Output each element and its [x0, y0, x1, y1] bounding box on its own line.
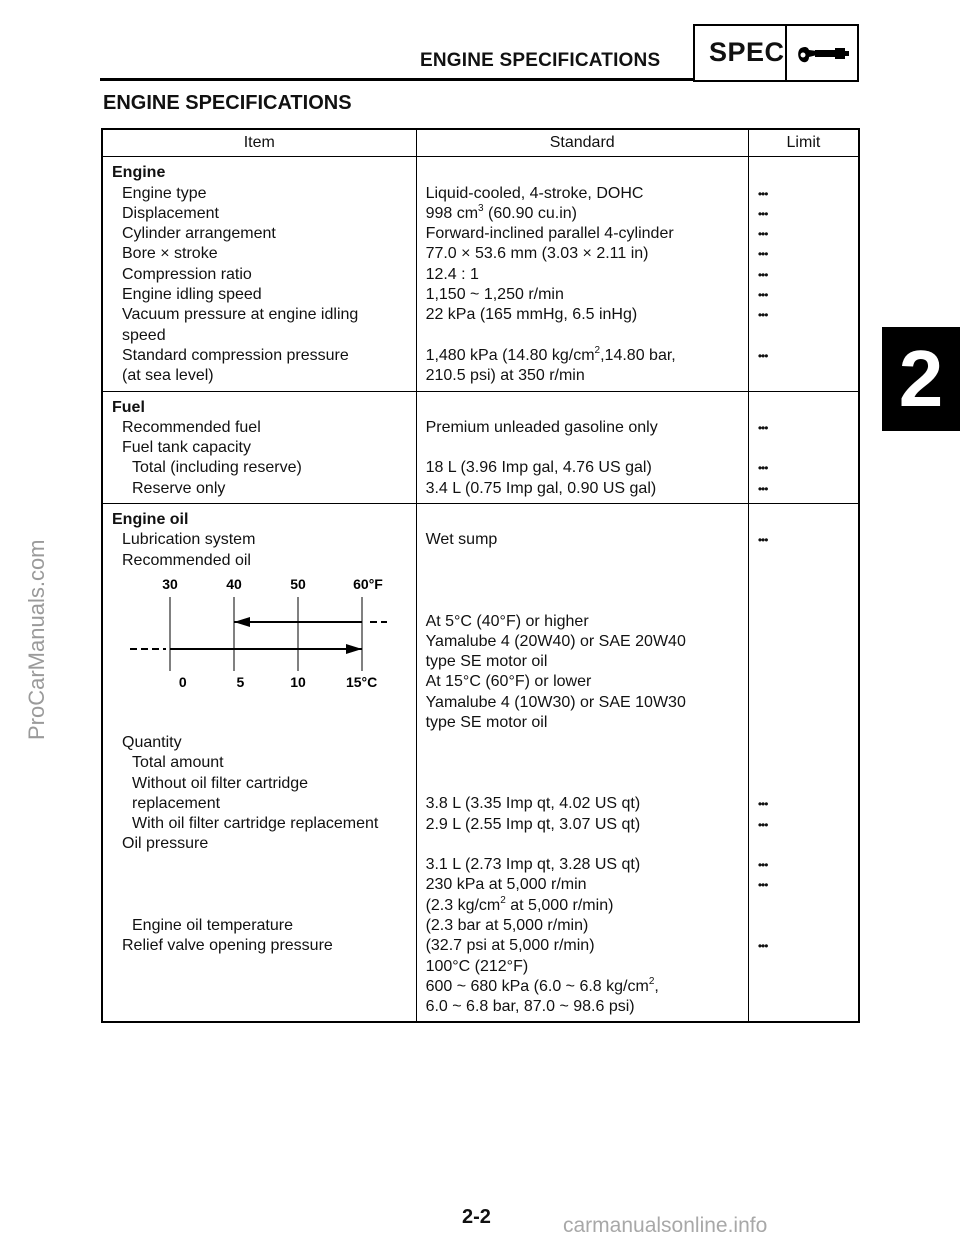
item-label: Lubrication system	[122, 531, 256, 549]
standard-value: 22 kPa (165 mmHg, 6.5 inHg)	[425, 306, 638, 324]
standard-value: Liquid-cooled, 4-stroke, DOHC	[425, 184, 644, 202]
c-tick-label: 10	[290, 673, 306, 690]
engine-spec-table	[101, 128, 860, 1023]
limit-mark: •••	[757, 858, 768, 873]
standard-value: At 15°C (60°F) or lower	[425, 673, 592, 691]
oil-section	[102, 504, 859, 1023]
item-label: Displacement	[122, 204, 219, 222]
standard-value: 210.5 psi) at 350 r/min	[425, 367, 585, 385]
section-heading: Engine	[112, 164, 166, 182]
item-label: Without oil filter cartridge	[132, 774, 309, 792]
limit-mark: •••	[757, 461, 768, 476]
c-tick-label: 0	[178, 673, 187, 690]
standard-value: 230 kPa at 5,000 r/min	[425, 876, 587, 894]
limit-mark: •••	[757, 186, 768, 201]
chapter-tab	[882, 327, 960, 431]
watermark-side: ProCarManuals.com	[24, 539, 49, 740]
limit-mark: •••	[757, 206, 768, 221]
page-title: ENGINE SPECIFICATIONS	[103, 92, 352, 114]
item-label: (at sea level)	[122, 367, 214, 385]
f-tick-label: 50	[290, 575, 306, 592]
limit-mark: •••	[757, 267, 768, 282]
f-tick-label: 30	[162, 575, 178, 592]
standard-value: 1,150 ~ 1,250 r/min	[425, 286, 564, 304]
header-rule	[100, 78, 694, 81]
standard-value: Forward-inclined parallel 4-cylinder	[425, 225, 674, 243]
limit-mark: •••	[757, 308, 768, 323]
limit-mark: •••	[757, 247, 768, 262]
item-label: Oil pressure	[122, 835, 209, 853]
section-heading: Engine oil	[112, 511, 189, 529]
standard-value: 998 $cm^3$ (60.90 cu.in)	[425, 202, 577, 222]
limit-mark: •••	[757, 797, 768, 812]
limit-mark: •••	[757, 878, 768, 893]
spec-badge	[693, 24, 859, 82]
standard-value: 3.4 L (0.75 Imp gal, 0.90 US gal)	[425, 479, 657, 497]
col-header-limit: Limit	[748, 129, 859, 157]
c-tick-label: 15°C	[345, 673, 378, 690]
item-label: speed	[122, 326, 166, 344]
item-label: Bore × stroke	[122, 245, 218, 263]
standard-value: 1,480 kPa (14.80 $kg/cm^2,14.80$ bar,	[425, 344, 676, 364]
oil-temperature-chart	[112, 571, 416, 733]
standard-value: 100°C (212°F)	[425, 957, 529, 975]
standard-value: 3.1 L (2.73 Imp qt, 3.28 US qt)	[425, 856, 641, 874]
limit-mark: •••	[757, 533, 768, 548]
item-label: Quantity	[122, 733, 182, 751]
item-label: Reserve only	[132, 479, 226, 497]
item-label: Recommended oil	[122, 551, 251, 569]
chapter-tab-number: 2	[898, 334, 944, 423]
standard-value: Yamalube 4 (20W40) or SAE 20W40	[425, 632, 686, 650]
c-tick-label: 5	[236, 673, 245, 690]
item-label: Fuel tank capacity	[122, 439, 251, 457]
range-arrow-10w30	[346, 644, 362, 654]
standard-value: 12.4 : 1	[425, 265, 479, 283]
table-header-row	[102, 129, 859, 157]
standard-value: At 5°C (40°F) or higher	[425, 612, 589, 630]
standard-value: 77.0 × 53.6 mm (3.03 × 2.11 in)	[425, 245, 649, 263]
item-label: Relief valve opening pressure	[122, 936, 333, 954]
limit-mark: •••	[757, 288, 768, 303]
standard-value: (32.7 psi at 5,000 r/min)	[425, 937, 595, 955]
item-label: Compression ratio	[122, 265, 252, 283]
item-label: Standard compression pressure	[122, 346, 349, 364]
limit-mark: •••	[757, 817, 768, 832]
standard-value: 600 ~ 680 kPa (6.0 ~ 6.8 $kg/cm^2$,	[425, 975, 659, 995]
wrench-icon	[795, 38, 851, 70]
f-tick-label: 40	[226, 575, 242, 592]
standard-value: 2.9 L (2.55 Imp qt, 3.07 US qt)	[425, 815, 641, 833]
spec-badge-divider	[785, 26, 787, 80]
page-number: 2-2	[462, 1206, 491, 1228]
standard-value: type SE motor oil	[425, 714, 548, 732]
item-label: With oil filter cartridge replacement	[132, 815, 379, 833]
standard-value: Premium unleaded gasoline only	[425, 418, 658, 436]
limit-mark: •••	[757, 420, 768, 435]
limit-mark: •••	[757, 481, 768, 496]
item-label: Engine type	[122, 184, 207, 202]
col-header-standard: Standard	[416, 129, 748, 157]
standard-value: (2.3 bar at 5,000 r/min)	[425, 916, 589, 934]
section-heading: Fuel	[112, 398, 145, 416]
watermark-bottom: carmanualsonline.info	[563, 1214, 768, 1237]
limit-mark: •••	[757, 939, 768, 954]
limit-mark: •••	[757, 227, 768, 242]
standard-value: Yamalube 4 (10W30) or SAE 10W30	[425, 693, 686, 711]
standard-value: 6.0 ~ 6.8 bar, 87.0 ~ 98.6 psi)	[425, 998, 635, 1016]
item-label: Engine idling speed	[122, 286, 262, 304]
range-arrow-20w40	[234, 617, 250, 627]
standard-value: 18 L (3.96 Imp gal, 4.76 US gal)	[425, 459, 652, 477]
item-label: replacement	[132, 794, 221, 812]
col-header-item: Item	[102, 129, 416, 157]
item-label: Total (including reserve)	[132, 459, 302, 477]
item-label: Total amount	[132, 754, 224, 772]
item-label: Recommended fuel	[122, 418, 261, 436]
fuel-section	[102, 391, 859, 503]
standard-value: 3.8 L (3.35 Imp qt, 4.02 US qt)	[425, 795, 641, 813]
engine-section	[102, 157, 859, 391]
item-label: Cylinder arrangement	[122, 225, 276, 243]
header-title: ENGINE SPECIFICATIONS	[420, 50, 661, 71]
f-tick-label: 60°F	[353, 575, 383, 592]
item-label: Vacuum pressure at engine idling	[122, 306, 359, 324]
standard-value: (2.3 $kg/cm^2$ at 5,000 r/min)	[425, 894, 614, 914]
limit-mark: •••	[757, 348, 768, 363]
spec-badge-label: SPEC	[709, 37, 785, 67]
item-label: Engine oil temperature	[132, 916, 293, 934]
standard-value: type SE motor oil	[425, 653, 548, 671]
standard-value: Wet sump	[425, 531, 498, 549]
